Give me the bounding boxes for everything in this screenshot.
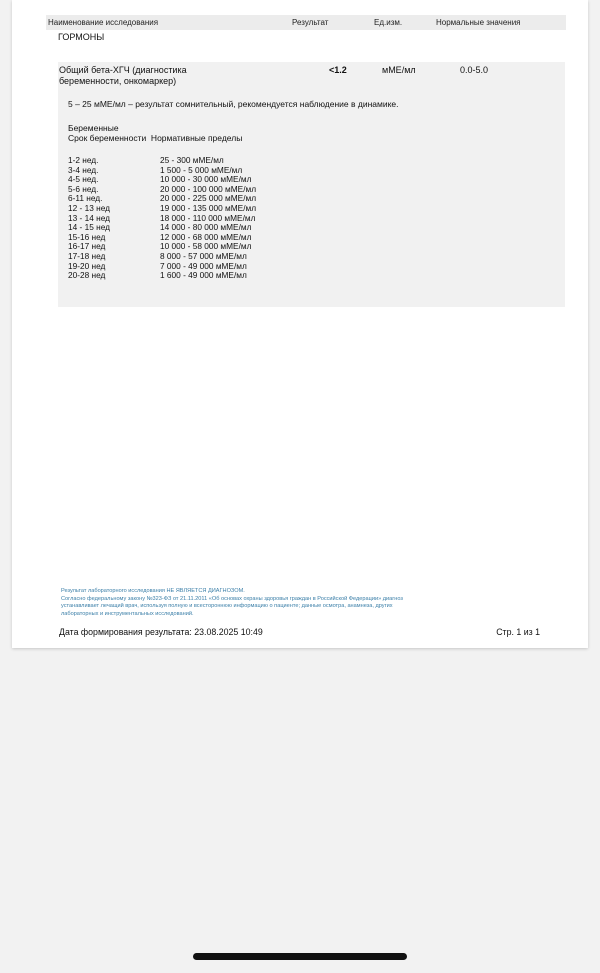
results-table-header (46, 15, 566, 30)
test-result-value: <1.2 (329, 65, 347, 75)
range-limit: 7 000 - 49 000 мМЕ/мл (160, 260, 247, 271)
range-term: 20-28 нед (68, 270, 106, 281)
range-limit: 20 000 - 225 000 мМЕ/мл (160, 193, 257, 204)
disclaimer-line: Согласно федеральному закону №323-ФЗ от 21.11.2011 «Об основах охраны здоровья граждан в Российской Федерации» диагноз (61, 595, 403, 602)
range-term: 1-2 нед. (68, 155, 99, 165)
range-limit: 18 000 - 110 000 мМЕ/мл (160, 212, 256, 223)
header-result: Результат (292, 18, 329, 27)
range-term: 19-20 нед (68, 260, 106, 271)
range-limit: 12 000 - 68 000 мМЕ/мл (160, 231, 252, 242)
test-norm: 0.0-5.0 (460, 65, 489, 75)
pregnancy-subheader: Срок беременности Нормативные пределы (68, 133, 243, 143)
range-limit: 14 000 - 80 000 мМЕ/мл (160, 222, 252, 233)
header-norm: Нормальные значения (436, 18, 521, 27)
range-limit: 1 600 - 49 000 мМЕ/мл (160, 270, 247, 281)
range-term: 4-5 нед. (68, 174, 99, 185)
header-unit: Ед.изм. (374, 18, 403, 27)
pregnancy-section (68, 123, 242, 143)
range-term: 16-17 нед (68, 241, 106, 252)
test-name-line1: Общий бета-ХГЧ (диагностика (59, 65, 187, 75)
range-limit: 10 000 - 30 000 мМЕ/мл (160, 174, 252, 185)
range-term: 12 - 13 нед (68, 202, 110, 213)
range-limit: 1 500 - 5 000 мМЕ/мл (160, 164, 243, 175)
range-term: 3-4 нед. (68, 164, 99, 175)
page-number: Стр. 1 из 1 (496, 627, 540, 637)
test-unit: мМЕ/мл (382, 65, 416, 75)
range-limit: 20 000 - 100 000 мМЕ/мл (160, 183, 257, 194)
pregnancy-label: Беременные (68, 123, 119, 133)
range-limit: 19 000 - 135 000 мМЕ/мл (160, 202, 257, 213)
test-comment: 5 – 25 мМЕ/мл – результат сомнительный, рекомендуется наблюдение в динамике. (68, 99, 399, 109)
range-term: 14 - 15 нед (68, 222, 110, 233)
result-date: Дата формирования результата: 23.08.2025 10:49 (59, 627, 263, 637)
test-name-line2: беременности, онкомаркер) (59, 76, 177, 86)
test-result-block (58, 62, 565, 307)
range-term: 15-16 нед (68, 231, 106, 242)
range-term: 5-6 нед. (68, 183, 99, 194)
diagnosis-disclaimer (61, 588, 561, 619)
range-term: 13 - 14 нед (68, 212, 110, 223)
disclaimer-line: Результат лабораторного исследования НЕ ЯВЛЯЕТСЯ ДИАГНОЗОМ. (61, 588, 245, 594)
section-title: ГОРМОНЫ (58, 32, 105, 42)
range-limit: 10 000 - 58 000 мМЕ/мл (160, 241, 252, 252)
disclaimer-line: лабораторных и инструментальных исследований. (61, 611, 194, 618)
range-term: 17-18 нед (68, 250, 106, 261)
header-test-name: Наименование исследования (48, 18, 159, 27)
test-name (59, 65, 187, 87)
home-indicator[interactable] (193, 953, 407, 960)
range-limit: 8 000 - 57 000 мМЕ/мл (160, 250, 247, 261)
document-page (12, 0, 588, 648)
range-term: 6-11 нед. (68, 193, 103, 204)
range-limit: 25 - 300 мМЕ/мл (160, 155, 224, 165)
disclaimer-line: устанавливает лечащий врач, используя полную и всестороннюю информацию о пациенте; данные осмотра, анамнеза, других (61, 603, 393, 610)
